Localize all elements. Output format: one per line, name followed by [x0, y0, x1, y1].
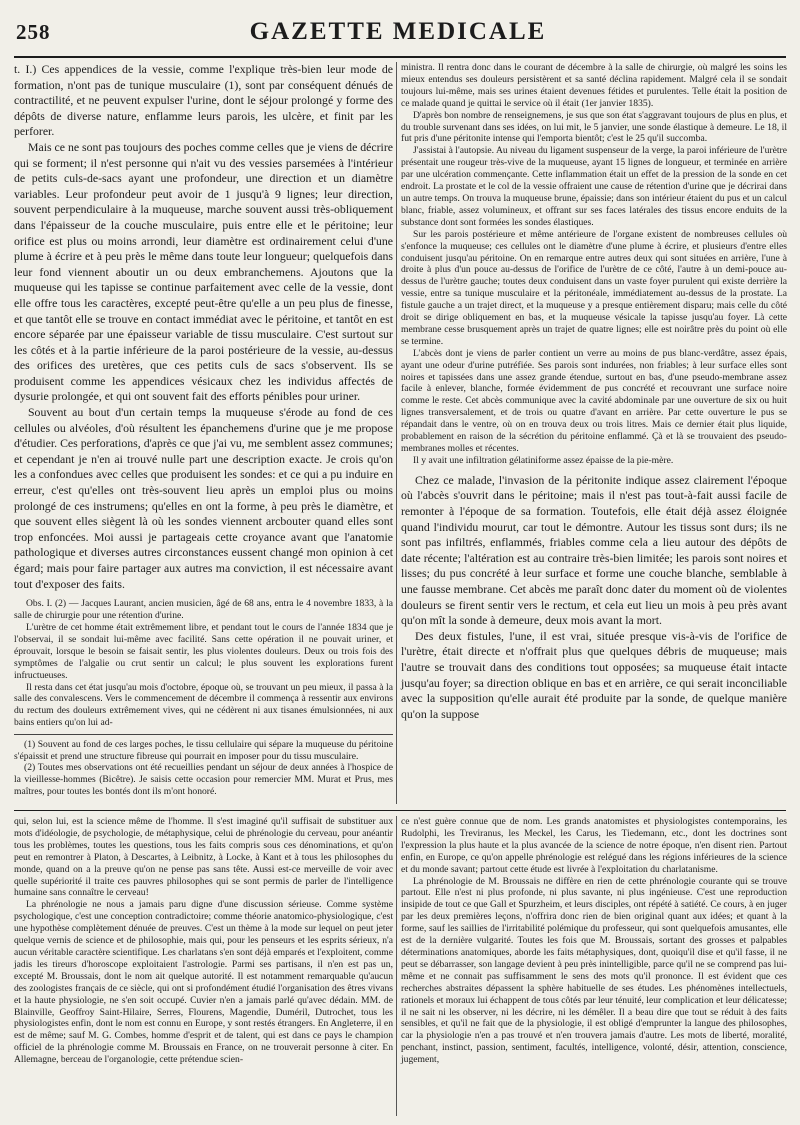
article-paragraph: Souvent au bout d'un certain temps la muqueuse s'érode au fond de ces cellules ou alvéoles, d'où résultent les épanchemens d'urine que je me propose d'étudier. Ces perforations, d'après ce que j'ai vu, me semblent assez communes; et cependant je n'en ai trouvé nulle part une description exacte. Je crois qu'on les a confondues avec celles que produisent les sondes: et ce qui a pu induire en erreur, c'est qu'elles ont très-souvent lieu après un emploi plus ou moins prolongé de ces instrumens; qu'elles en ont la forme, à peu près le diamètre, et que souvent elles siègent là où les sondes viennent arcbouter quand elles sont trop enfoncées. Moi aussi je partageais cette croyance avant que l'anatomie pathologique et diverses autres circonstances eussent changé mon opinion à cet égard; mais pour faire partager aux autres ma conviction, il est nécessaire avant tout d'exposer des faits.	[14, 405, 393, 591]
feuilleton-paragraph: qui, selon lui, est la science même de l'homme. Il s'est imaginé qu'il suffisait de substituer aux mots d'idéologie, de psychologie, de métaphysique, celui de phrénologie du cerveau, pour anéantir tous les problèmes, toutes les questions, tous les faits compris sous ces dénominations, et qu'on peut en remontrer à Platon, à Descartes, à Leibnitz, à Locke, à Kant et à tous les philosophes du monde, quand on a la preuve qu'on ne pense pas sans tête. Aussi est-ce merveille de voir avec quelle supériorité il traite ces pauvres philosophes qui se sont permis de parler de l'intelligence humaine sans connaître le cerveau!	[14, 816, 393, 899]
observation-paragraph: L'abcès dont je viens de parler contient un verre au moins de pus blanc-verdâtre, assez épais, ayant une odeur d'urine putréfiée. Ses parois sont indurées, non friables; à leur surface elles sont noires et tapissées dans une assez grande étendue, surtout en bas, d'une pseudo-membrane assez facile à enlever, blanche, formée évidemment de pus concrété et recouvrant une surface noire comme le reste. Cet abcès communique avec la cavité abdominale par une ouverture de six ou huit lignes transversalement, et de trois ou quatre d'avant en arrière. Par cette ouverture le pus se répandait dans le ventre, où on en trouva deux ou trois litres. Mais ce dernier était plus liquide, probablement en raison de la sécrétion du péritoine enflammé. Çà et là se trouvaient des pseudo-membranes molles et récentes.	[401, 347, 787, 454]
footnotes	[14, 734, 393, 797]
observation-paragraph: D'après bon nombre de renseignemens, je sus que son état s'aggravant toujours de plus en plus, et du trouble survenant dans ses idées, on lui mit, le 5 janvier, une sonde élastique à demeure. Le 18, il fut pris d'une péritonite intense qui l'emporta bientôt; c'est le 25 qu'il succomba.	[401, 109, 787, 145]
page-number: 258	[16, 20, 51, 44]
column-divider	[396, 62, 397, 804]
observation-paragraph: Sur les parois postérieure et même antérieure de l'organe existent de nombreuses cellules où s'enfonce la muqueuse; ces cellules ont le diamètre d'une plume à écrire, et plusieurs d'entre elles conduisent jusqu'au péritoine. On en remarque entre autres deux qui sont situées en arrière, l'une à droite à plus d'un pouce au-dessus de l'orifice de l'urètre de ce côté, l'autre à un demi-pouce au-dessus de l'urètre gauche; toutes deux conduisent dans un vaste foyer purulent qui existe derrière la vessie, entre sa tunique musculaire et la péritonéale, immédiatement au-dessus de la prostate. La fistule gauche a un trajet direct, et la muqueuse y a presque entièrement disparu; mais celle du côté droit se dirige obliquement en bas, et la muqueuse vésicale la tapisse jusqu'au foyer. Là cette membrane cesse brusquement après un trajet de quatre lignes; elle est noirâtre près du point où elle se termine.	[401, 228, 787, 347]
observation-paragraph: ministra. Il rentra donc dans le courant de décembre à la salle de chirurgie, où malgré les soins les mieux entendus ses douleurs persistèrent et sa santé déclina rapidement. Malgré cela il se sondait toujours lui-même, mais ses urines étaient devenues fétides et purulentes. Telle était la position de ce malade quand je quittai le service où il était (1er janvier 1835).	[401, 62, 787, 109]
journal-title: GAZETTE MEDICALE	[249, 18, 547, 45]
left-column	[14, 62, 393, 797]
feuilleton-paragraph: ce n'est guère connue que de nom. Les grands anatomistes et physiologistes contemporains, les Rudolphi, les Treviranus, les Meckel, les Carus, les Tiedemann, etc., dont les doctrines sont l'expression la plus haute et la plus avancée de la science de notre époque, n'en disent rien. Partout enfin, en Europe, ce qu'on appelle phrénologie est relégué dans les régions inférieures de la science et du monde savant; partout cette étude est livrée à l'exploitation du charlatanisme.	[401, 816, 787, 875]
article-paragraph: t. I.) Ces appendices de la vessie, comme l'explique très-bien leur mode de formation, n'ont pas de tunique musculaire (1), sont par conséquent dénués de contractilité, et ne peuvent expulser l'urine, dont le séjour prolongé y forme des dépôts de diverse nature, enflamme leurs parois, les ulcère, et finit par les perforer.	[14, 62, 393, 139]
column-divider	[396, 816, 397, 1116]
feuilleton-paragraph: La phrénologie de M. Broussais ne diffère en rien de cette phrénologie courante qui se trouve partout. Elle n'est ni plus profonde, ni plus savante, ni plus ingénieuse. C'est une reproduction insipide de tout ce que Gall et Spurzheim, et leurs disciples, ont répété à satiété. Ce cours, à en juger par les deux premières leçons, n'offrira donc rien de bien original quant aux idées; et quant à la forme, sauf les saillies de l'irritabilité polémique du professeur, qui sont quelquefois amusantes, elle est de la dernière vulgarité. Toutes les fois que M. Broussais, sortant des grosses et palpables déterminations anatomiques, aborde les faits métaphysiques, dont, quoiqu'il dise et qu'il fasse, il ne peut se débarrasser, son langage devient à peu près inintelligible, parce qu'il ne se comprend pas lui-même et ne connait pas suffisamment le sens des mots qu'il prononce. Il est évident que ces recherches abstraites dépassent la sphère habituelle de ses études. Les phénomènes intellectuels, rationels et moraux lui échappent de tous côtés par leur ténuité, leur complication et leur délicatesse; il ne sait ni les observer, ni les décrire, ni les démêler. Il a beau dire que tout se réduit à des faits sensibles, et qu'il ne fait que de la physiologie, il est obligé d'emprunter la langue des philosophes, car la physiologie n'en a pas trouvé et n'en trouvera jamais d'autre. Les mots de liberté, moralité, penchant, instinct, passion, sentiment, facultés, intelligence, volonté, désir, attention, conscience, jugement,	[401, 875, 787, 1066]
page-header	[10, 18, 786, 48]
article-paragraph: Chez ce malade, l'invasion de la péritonite indique assez clairement l'époque où l'abcès s'ouvrit dans le péritoine; mais il n'est pas tout-à-fait aussi facile de remonter à l'époque de sa formation. Toutefois, elle était déjà assez éloignée quand l'individu mourut, car tout le démontre. Autour les tissus sont durs; ils ne sont pas infiltrés, enflammés, friables comme cela a lieu autour des dépôts de date récente; l'altération est au contraire très-bien limitée; les parois sont noires et lisses; du pus concrété à leur surface et forme une couche blanche, semblable à une fausse membrane. Cet abcès me paraît donc dater du moment où de violentes douleurs se firent sentir vers le rectum, et cela eut lieu un mois à peu près avant qu'on mît la sonde à demeure, deux mois avant la mort.	[401, 472, 787, 628]
feuilleton-left-column	[14, 816, 393, 1066]
footnote: (1) Souvent au fond de ces larges poches, le tissu cellulaire qui sépare la muqueuse du péritoine s'épaissit et prend une structure fibreuse qui pourrait en imposer pour du tissu musculaire.	[14, 739, 393, 762]
footnote: (2) Toutes mes observations ont été recueillies pendant un séjour de deux années à l'hospice de la vieillesse-hommes (Bicêtre). Je saisis cette occasion pour remercier MM. Murat et Prus, mes maîtres, pour toutes les bontés dont ils m'ont honoré.	[14, 762, 393, 797]
observation-paragraph: J'assistai à l'autopsie. Au niveau du ligament suspenseur de la verge, la paroi inférieure de l'urètre présentait une rougeur très-vive de la muqueuse, ayant 15 lignes de longueur, et terminée en arrière par une ulcération commençante. Cette inflammation était un effet de la pression de la sonde en cet endroit. La prostate et le col de la vessie offraient une cause de rétention d'urine que je décrirai dans un autre temps. On trouva la muqueuse brune, épaissie; dans son intérieur étaient du pus et un calcul blanc, friable, assez volumineux, et offrant sur ses faces latérales des tissus encore enduits de la substance dont sont formées les sondes élastiques.	[401, 145, 787, 228]
right-column	[401, 62, 787, 722]
header-rule	[14, 56, 786, 58]
feuilleton-right-column	[401, 816, 787, 1066]
observation-paragraph: L'urètre de cet homme était extrêmement libre, et pendant tout le cours de l'année 1834 que je l'observai, il se sondait lui-même avec facilité. Sans cette opération il ne pouvait uriner, et éprouvait, lorsque le besoin se faisait sentir, les plus violentes douleurs. Deux ou trois fois des symptômes de l'algalie ou crut sentir un calcul; le plus souvent les explorations furent infructueuses.	[14, 622, 393, 681]
observation-paragraph: Obs. I. (2) — Jacques Laurant, ancien musicien, âgé de 68 ans, entra le 4 novembre 1833, à la salle de chirurgie pour une rétention d'urine.	[14, 598, 393, 622]
observation-paragraph: Il resta dans cet état jusqu'au mois d'octobre, époque où, se trouvant un peu mieux, il passa à la salle des convalescens. Vers le commencement de décembre il commença à ressentir aux environs du rectum des douleurs extrêmement vives, qui ne cédèrent ni aux tisanes émulsionnées, ni aux bains entiers qu'on lui ad-	[14, 681, 393, 729]
article-paragraph: Des deux fistules, l'une, il est vrai, située presque vis-à-vis de l'orifice de l'urètre, était directe et n'offrait plus que quelques débris de muqueuse; mais l'autre se trouvait dans des conditions tout opposées; sa muqueuse était intacte jusqu'au foyer; sa direction oblique en bas et en arrière, ce qui serait inconciliable avec la supposition qu'elle aurait été produite par la sonde, de quelque manière qu'on la suppose	[401, 628, 787, 721]
article-paragraph: Mais ce ne sont pas toujours des poches comme celles que je viens de décrire qui se forment; il n'est personne qui n'ait vu des vessies parsemées à l'intérieur de petits culs-de-sacs ayant une profondeur, une direction et un diamètre variables. Leur profondeur peut avoir de 1 jusqu'à 9 lignes; leur direction, souvent perpendiculaire à la muqueuse, marche souvent aussi très-obliquement dans l'épaisseur de la couche musculaire, puis entre elle et le péritoine; leur orifice est plus ou moins arrondi, leur diamètre est ordinairement celui d'une plume à écrire et à peu près le même dans toute leur longueur; quelquefois dans leur fond viennent aboutir un ou deux embranchemens. Ajoutons que la muqueuse qui les tapisse se continue parfaitement avec celle de la vessie, dont elle offre tous les caractères, excepté peut-être qu'elle a un peu plus de finesse, et que tantôt elle se trouve en contact immédiat avec le péritoine, et tantôt en est encore séparée par une épaisseur variable de tissu musculaire. C'est surtout sur les côtés et à la partie inférieure de la paroi postérieure de la vessie, au-dessus des orifices des uretères, que ces petits culs de sacs s'observent. Ils se produisent comme les appendices vésicaux chez les individus affectés de dysurie prolongée, et qui ont souvent fait des efforts pénibles pour uriner.	[14, 139, 393, 404]
feuilleton-separator	[14, 810, 786, 811]
observation-paragraph: Il y avait une infiltration gélatiniforme assez épaisse de la pie-mère.	[413, 454, 674, 466]
feuilleton-paragraph: La phrénologie ne nous a jamais paru digne d'une discussion sérieuse. Comme système psychologique, c'est une conception contradictoire; comme théorie anatomico-physiologique, c'est une hypothèse complètement dénuée de preuves. C'est un thème à la mode sur lequel on peut jeter quelque vernis de science et de philosophie, mais qui, pour les penseurs et les esprits sérieux, n'a aucun véritable caractère scientifique. Les charlatans s'en sont déjà emparés et l'exploitent, comme jadis les tireurs d'horoscope exploitaient l'astrologie. Parmi ses partisans, il n'en est pas un, excepté M. Broussais, dont le nom ait quelque autorité. Il est notamment remarquable qu'aucun des zoologistes français de ce siècle, qui ont si profondément étudié l'organisation des êtres vivans et la haute physiologie, ne s'en soit occupé. Cuvier n'en a jamais parlé qu'avec dédain. MM. de Blainville, Geoffroy Saint-Hilaire, Serres, Flourens, Magendie, Duméril, Dutrochet, tous les physiologistes enfin, dont le nom est connu en Europe, y sont restés étrangers. En Angleterre, il en est de même; sauf M. G. Combes, homme d'esprit et de talent, qui est dans ce pays le champion officiel de la phrénologie comme M. Broussais en France, on ne trouverait personne à citer. En Allemagne, berceau de l'organologie, cette prétendue scien-	[14, 899, 393, 1066]
